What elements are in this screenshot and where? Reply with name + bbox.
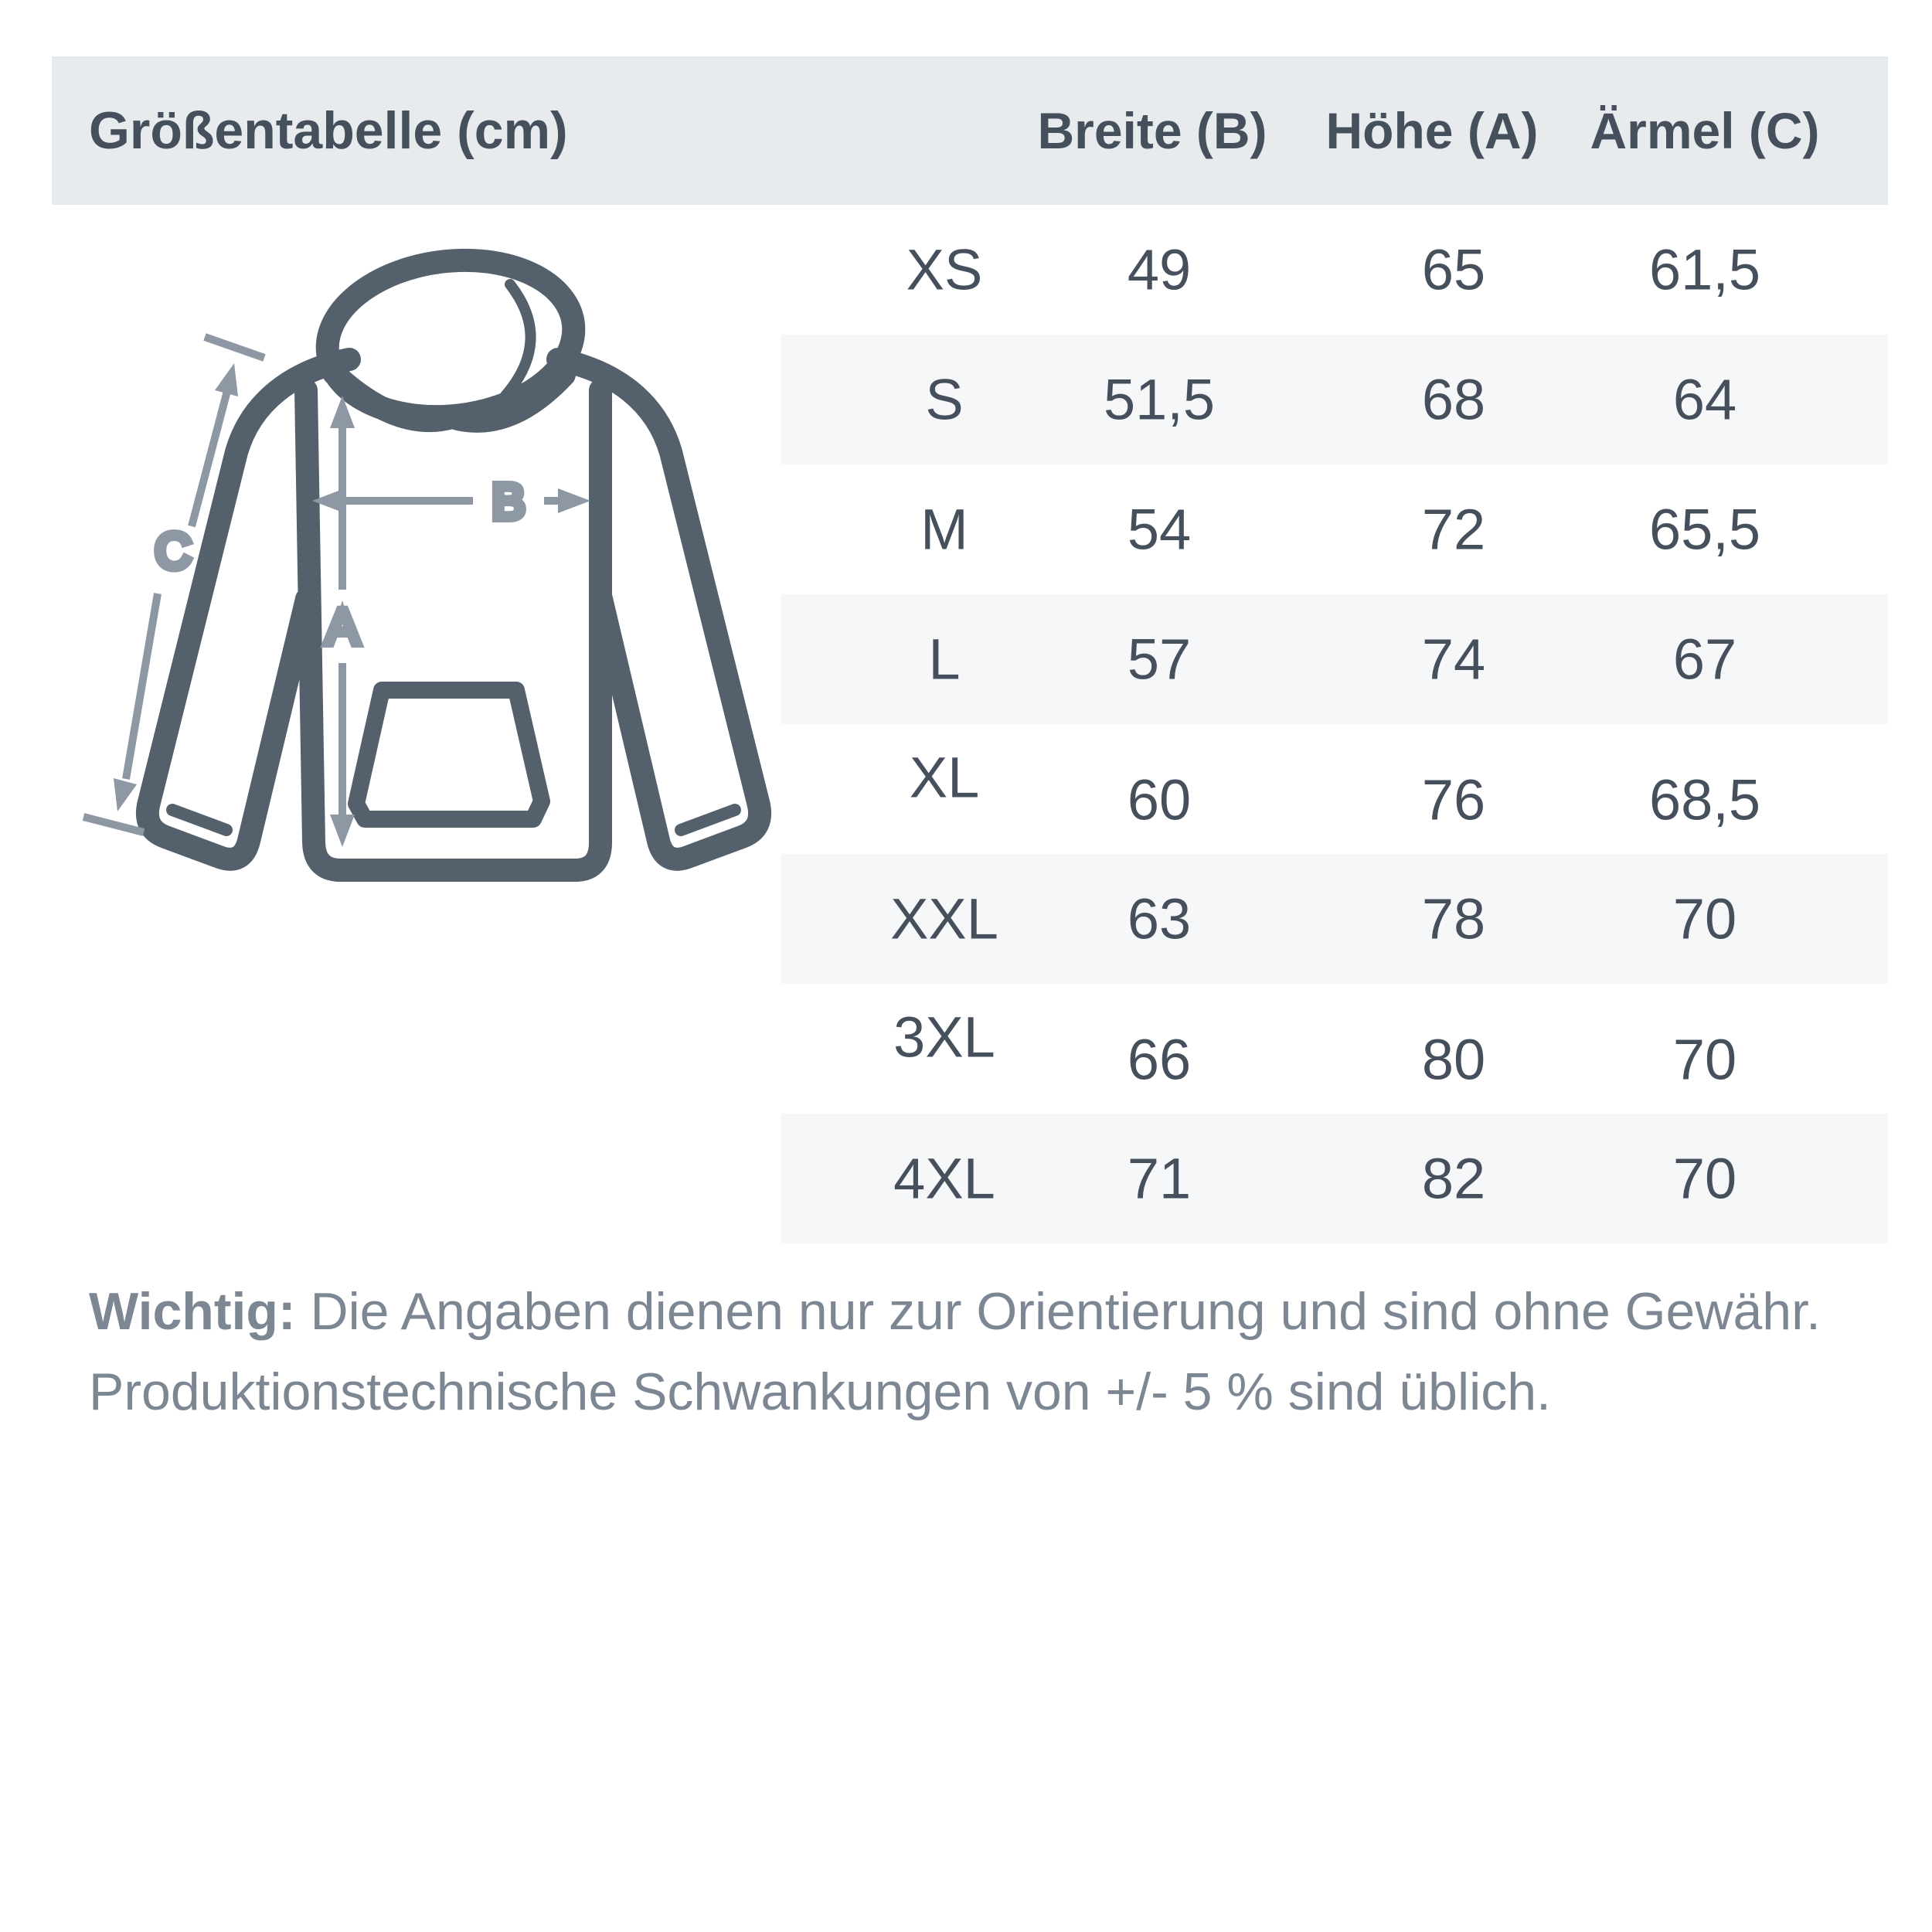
aermel-value: 67 [1672, 627, 1737, 692]
size-label: XL [909, 745, 980, 810]
hoehe-value: 65 [1421, 237, 1486, 302]
size-label: M [920, 497, 968, 562]
aermel-value: 68,5 [1648, 767, 1761, 832]
hoehe-value: 72 [1421, 497, 1486, 562]
hoodie-body-outline [306, 390, 600, 870]
hoehe-value: 78 [1421, 886, 1486, 951]
aermel-value: 65,5 [1648, 497, 1761, 562]
breite-value: 60 [1127, 767, 1192, 832]
aermel-value: 64 [1672, 367, 1737, 432]
disclaimer-note [89, 1271, 1851, 1432]
measure-label-a: A [325, 599, 359, 655]
aermel-value: 61,5 [1648, 237, 1761, 302]
hood-outline [318, 247, 583, 430]
table-row [781, 594, 1888, 724]
breite-value: 51,5 [1103, 367, 1216, 432]
arrow-a [330, 396, 355, 847]
size-label: XS [906, 237, 983, 302]
size-label: 3XL [893, 1005, 995, 1070]
breite-value: 49 [1127, 237, 1192, 302]
hoehe-value: 68 [1421, 367, 1486, 432]
breite-value: 66 [1127, 1027, 1192, 1092]
hoodie-left-sleeve [148, 359, 349, 859]
hoehe-value: 76 [1421, 767, 1486, 832]
hoehe-value: 80 [1421, 1027, 1486, 1092]
aermel-value: 70 [1672, 1027, 1737, 1092]
hoodie-left-cuff-seam [172, 810, 226, 830]
hoodie-right-cuff-seam [681, 810, 735, 830]
aermel-value: 70 [1672, 1146, 1737, 1211]
hood-collar [334, 373, 564, 421]
size-label: XXL [890, 886, 998, 951]
disclaimer-line-1-text: Die Angaben dienen nur zur Orientierung und sind ohne Gewähr. [295, 1282, 1821, 1341]
hoodie-pocket [356, 690, 542, 819]
measure-label-b: B [492, 474, 526, 529]
arrow-b [312, 488, 590, 513]
size-label: L [928, 627, 961, 692]
disclaimer-line-2: Produktionstechnische Schwankungen von +/- 5 % sind üblich. [89, 1362, 1551, 1421]
measurement-arrows [83, 337, 590, 847]
hoodie-icon [148, 247, 760, 870]
table-row [781, 205, 1888, 335]
hoehe-value: 82 [1421, 1146, 1486, 1211]
table-row [781, 335, 1888, 464]
size-label: 4XL [893, 1146, 995, 1211]
table-row [781, 984, 1888, 1114]
breite-value: 54 [1127, 497, 1192, 562]
table-header-band [52, 56, 1888, 205]
disclaimer-line-1 [89, 1271, 1851, 1352]
aermel-value: 70 [1672, 886, 1737, 951]
hoodie-right-sleeve [558, 359, 760, 859]
table-row [781, 854, 1888, 984]
column-header-breite: Breite (B) [1037, 102, 1267, 159]
breite-value: 63 [1127, 886, 1192, 951]
size-label: S [925, 367, 964, 432]
measure-label-c: C [155, 523, 192, 579]
breite-value: 57 [1127, 627, 1192, 692]
arrow-c [83, 337, 264, 832]
hoehe-value: 74 [1421, 627, 1486, 692]
table-row [781, 1114, 1888, 1243]
column-header-aermel: Ärmel (C) [1590, 102, 1820, 159]
page-title: Größentabelle (cm) [89, 101, 568, 160]
table-row [781, 464, 1888, 594]
column-header-hoehe: Höhe (A) [1325, 102, 1539, 159]
disclaimer-wichtig: Wichtig: [89, 1282, 296, 1341]
table-row [781, 724, 1888, 854]
hood-inner-fold [505, 284, 531, 396]
breite-value: 71 [1127, 1146, 1192, 1211]
